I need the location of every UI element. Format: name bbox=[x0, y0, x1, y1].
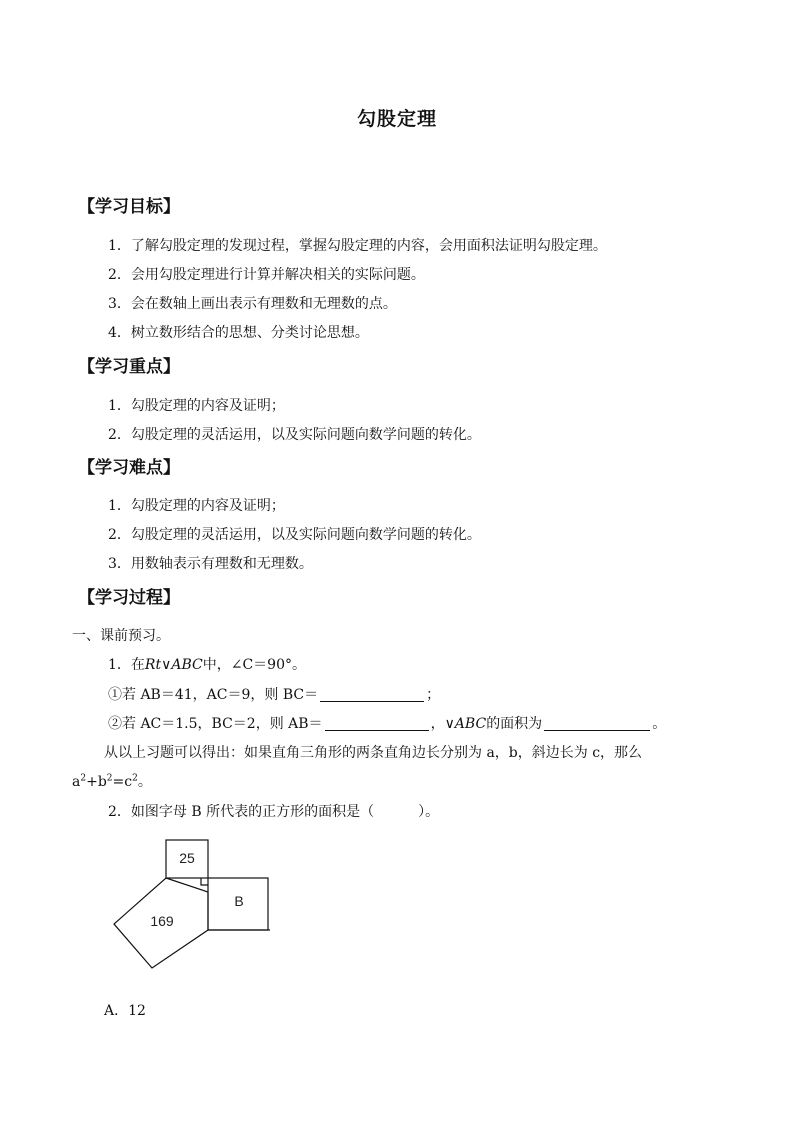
right-square-label: B bbox=[234, 893, 244, 909]
q1b-area-text: 的面积为 bbox=[486, 716, 543, 732]
question-1b bbox=[108, 713, 666, 733]
q1b-triangle: ∨ABC bbox=[444, 716, 487, 732]
q1b-text: ②若 AC＝1.5，BC＝2，则 AB＝ bbox=[108, 716, 323, 732]
formula-exp: 2 bbox=[106, 773, 113, 784]
q1a-end: ； bbox=[426, 687, 441, 703]
q1-prefix: 1．在 bbox=[108, 657, 145, 673]
conclusion-formula bbox=[72, 771, 152, 791]
big-square-label: 169 bbox=[150, 913, 174, 929]
page-title: 勾股定理 bbox=[356, 108, 437, 130]
answer-blank[interactable] bbox=[325, 716, 429, 731]
q1-suffix: 中，∠C＝90°。 bbox=[202, 657, 306, 673]
key-point-item: 1．勾股定理的内容及证明； bbox=[108, 398, 285, 414]
answer-blank[interactable] bbox=[320, 687, 424, 702]
conclusion-line1: 从以上习题可以得出：如果直角三角形的两条直角边长分别为 a，b，斜边长为 c，那么 bbox=[104, 745, 643, 761]
formula-b: +b bbox=[86, 774, 107, 790]
question-2 bbox=[108, 801, 439, 821]
goal-item: 1．了解勾股定理的发现过程，掌握勾股定理的内容，会用面积法证明勾股定理。 bbox=[108, 238, 607, 254]
goal-item: 3．会在数轴上画出表示有理数和无理数的点。 bbox=[108, 296, 397, 312]
formula-c: =c bbox=[112, 774, 133, 790]
difficulties-heading: 【学习难点】 bbox=[78, 458, 180, 478]
question-1a bbox=[108, 684, 440, 704]
difficulty-item: 2．勾股定理的灵活运用，以及实际问题向数学问题的转化。 bbox=[108, 527, 481, 543]
process-heading: 【学习过程】 bbox=[78, 588, 180, 608]
q1b-end: 。 bbox=[652, 716, 667, 732]
answer-blank[interactable] bbox=[544, 716, 650, 731]
q1-triangle: Rt∨ABC bbox=[144, 657, 203, 673]
goals-heading: 【学习目标】 bbox=[78, 197, 180, 217]
squares-figure bbox=[112, 834, 282, 974]
formula-exp: 2 bbox=[132, 773, 138, 784]
part1-label: 一、课前预习。 bbox=[72, 628, 170, 644]
formula-a: a bbox=[72, 774, 81, 790]
q1b-comma: ， bbox=[430, 716, 445, 732]
top-square-label: 25 bbox=[179, 850, 195, 866]
difficulty-item: 1．勾股定理的内容及证明； bbox=[108, 498, 285, 514]
difficulty-item: 3．用数轴表示有理数和无理数。 bbox=[108, 556, 313, 572]
right-angle-mark bbox=[201, 878, 208, 885]
q2-text: 2．如图字母 B 所代表的正方形的面积是（ bbox=[108, 804, 375, 820]
key-points-heading: 【学习重点】 bbox=[78, 357, 180, 377]
option-a[interactable]: A．12 bbox=[104, 1003, 146, 1019]
goal-item: 4．树立数形结合的思想、分类讨论思想。 bbox=[108, 325, 369, 341]
question-1 bbox=[108, 654, 306, 674]
formula-end: 。 bbox=[137, 774, 152, 790]
q2-end: ）。 bbox=[418, 804, 440, 820]
q1a-text: ①若 AB＝41，AC＝9，则 BC＝ bbox=[108, 687, 319, 703]
goal-item: 2．会用勾股定理进行计算并解决相关的实际问题。 bbox=[108, 267, 425, 283]
key-point-item: 2．勾股定理的灵活运用，以及实际问题向数学问题的转化。 bbox=[108, 427, 481, 443]
formula-exp: 2 bbox=[80, 773, 87, 784]
